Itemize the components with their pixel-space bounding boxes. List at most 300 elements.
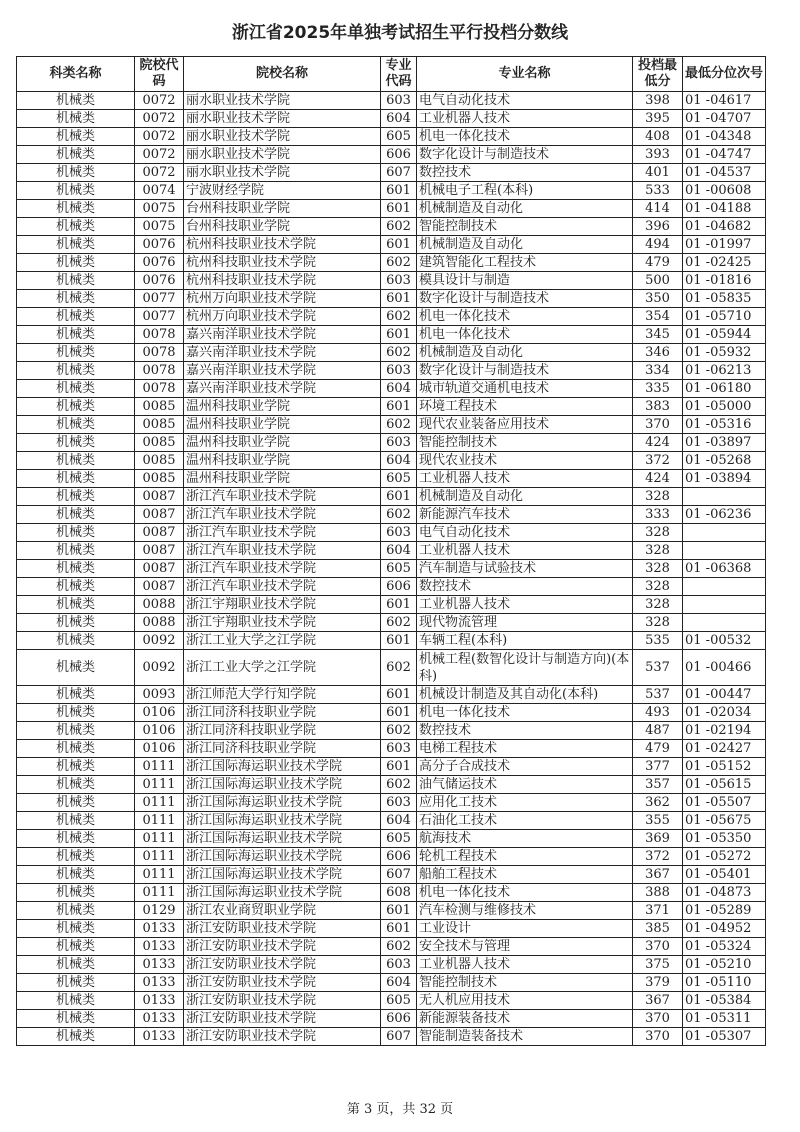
- cell-major-code: 607: [381, 866, 417, 884]
- cell-school-name: 杭州科技职业技术学院: [184, 254, 381, 272]
- cell-school-code: 0087: [135, 560, 184, 578]
- cell-category: 机械类: [17, 794, 135, 812]
- table-row: [17, 290, 766, 308]
- cell-school-code: 0133: [135, 1010, 184, 1028]
- cell-school-code: 0111: [135, 866, 184, 884]
- cell-min-rank: 01 -05401: [683, 866, 766, 884]
- table-row: [17, 596, 766, 614]
- header-category: 科类名称: [17, 57, 135, 92]
- cell-major-name: 机械工程(数智化设计与制造方向)(本科): [417, 650, 633, 686]
- cell-school-code: 0072: [135, 128, 184, 146]
- cell-min-rank: 01 -05350: [683, 830, 766, 848]
- cell-major-name: 现代农业装备应用技术: [417, 416, 633, 434]
- table-row: [17, 434, 766, 452]
- cell-major-code: 605: [381, 992, 417, 1010]
- table-row: [17, 470, 766, 488]
- cell-school-code: 0129: [135, 902, 184, 920]
- cell-major-name: 建筑智能化工程技术: [417, 254, 633, 272]
- cell-min-score: 494: [633, 236, 683, 254]
- cell-school-code: 0133: [135, 920, 184, 938]
- cell-major-code: 605: [381, 560, 417, 578]
- cell-min-rank: 01 -04537: [683, 164, 766, 182]
- cell-major-name: 机械制造及自动化: [417, 344, 633, 362]
- table-row: [17, 956, 766, 974]
- cell-min-rank: 01 -05000: [683, 398, 766, 416]
- cell-school-code: 0072: [135, 146, 184, 164]
- cell-major-code: 601: [381, 290, 417, 308]
- cell-school-code: 0078: [135, 326, 184, 344]
- cell-school-name: 丽水职业技术学院: [184, 110, 381, 128]
- cell-major-name: 无人机应用技术: [417, 992, 633, 1010]
- cell-min-rank: [683, 614, 766, 632]
- table-row: [17, 326, 766, 344]
- cell-school-code: 0075: [135, 200, 184, 218]
- cell-school-code: 0078: [135, 362, 184, 380]
- cell-min-score: 367: [633, 992, 683, 1010]
- cell-min-rank: [683, 524, 766, 542]
- cell-major-name: 机电一体化技术: [417, 884, 633, 902]
- header-school-name: 院校名称: [184, 57, 381, 92]
- cell-min-rank: 01 -05311: [683, 1010, 766, 1028]
- cell-school-code: 0075: [135, 218, 184, 236]
- cell-category: 机械类: [17, 398, 135, 416]
- table-row: [17, 722, 766, 740]
- cell-min-score: 369: [633, 830, 683, 848]
- cell-school-code: 0076: [135, 236, 184, 254]
- cell-major-name: 数控技术: [417, 722, 633, 740]
- cell-school-name: 浙江汽车职业技术学院: [184, 560, 381, 578]
- cell-min-score: 396: [633, 218, 683, 236]
- cell-school-name: 浙江汽车职业技术学院: [184, 542, 381, 560]
- cell-min-rank: 01 -03897: [683, 434, 766, 452]
- cell-school-name: 杭州万向职业技术学院: [184, 290, 381, 308]
- cell-school-code: 0088: [135, 614, 184, 632]
- cell-min-rank: 01 -03894: [683, 470, 766, 488]
- cell-major-name: 工业机器人技术: [417, 596, 633, 614]
- cell-category: 机械类: [17, 956, 135, 974]
- cell-school-name: 温州科技职业学院: [184, 452, 381, 470]
- cell-category: 机械类: [17, 362, 135, 380]
- cell-school-name: 浙江国际海运职业技术学院: [184, 776, 381, 794]
- cell-major-code: 601: [381, 236, 417, 254]
- cell-school-code: 0106: [135, 722, 184, 740]
- cell-major-name: 机电一体化技术: [417, 326, 633, 344]
- cell-school-name: 浙江安防职业技术学院: [184, 938, 381, 956]
- cell-school-name: 丽水职业技术学院: [184, 128, 381, 146]
- cell-major-code: 607: [381, 1028, 417, 1046]
- cell-major-name: 机电一体化技术: [417, 308, 633, 326]
- cell-school-code: 0133: [135, 956, 184, 974]
- cell-major-code: 604: [381, 812, 417, 830]
- cell-category: 机械类: [17, 560, 135, 578]
- cell-major-name: 智能控制技术: [417, 434, 633, 452]
- cell-category: 机械类: [17, 326, 135, 344]
- cell-min-score: 328: [633, 560, 683, 578]
- cell-school-code: 0085: [135, 452, 184, 470]
- cell-major-name: 机械设计制造及其自动化(本科): [417, 686, 633, 704]
- cell-category: 机械类: [17, 992, 135, 1010]
- cell-major-code: 601: [381, 398, 417, 416]
- cell-min-score: 493: [633, 704, 683, 722]
- table-row: [17, 884, 766, 902]
- table-row: [17, 272, 766, 290]
- cell-school-name: 杭州万向职业技术学院: [184, 308, 381, 326]
- cell-major-code: 602: [381, 308, 417, 326]
- cell-min-score: 424: [633, 470, 683, 488]
- cell-major-name: 现代物流管理: [417, 614, 633, 632]
- table-row: [17, 758, 766, 776]
- cell-school-name: 浙江师范大学行知学院: [184, 686, 381, 704]
- cell-major-code: 602: [381, 650, 417, 686]
- cell-school-code: 0087: [135, 524, 184, 542]
- cell-major-code: 602: [381, 344, 417, 362]
- cell-school-code: 0076: [135, 254, 184, 272]
- table-row: [17, 866, 766, 884]
- cell-min-score: 355: [633, 812, 683, 830]
- cell-school-name: 丽水职业技术学院: [184, 164, 381, 182]
- cell-category: 机械类: [17, 290, 135, 308]
- cell-school-code: 0111: [135, 848, 184, 866]
- cell-major-code: 603: [381, 524, 417, 542]
- cell-major-name: 新能源汽车技术: [417, 506, 633, 524]
- cell-major-name: 模具设计与制造: [417, 272, 633, 290]
- cell-major-name: 城市轨道交通机电技术: [417, 380, 633, 398]
- cell-major-name: 机电一体化技术: [417, 128, 633, 146]
- cell-min-score: 370: [633, 416, 683, 434]
- cell-min-score: 350: [633, 290, 683, 308]
- cell-school-code: 0093: [135, 686, 184, 704]
- cell-category: 机械类: [17, 578, 135, 596]
- cell-major-name: 工业机器人技术: [417, 470, 633, 488]
- cell-school-name: 嘉兴南洋职业技术学院: [184, 380, 381, 398]
- table-row: [17, 578, 766, 596]
- cell-major-name: 工业设计: [417, 920, 633, 938]
- cell-category: 机械类: [17, 830, 135, 848]
- cell-category: 机械类: [17, 470, 135, 488]
- table-row: [17, 614, 766, 632]
- cell-category: 机械类: [17, 110, 135, 128]
- cell-min-score: 335: [633, 380, 683, 398]
- cell-min-score: 537: [633, 650, 683, 686]
- cell-major-code: 602: [381, 506, 417, 524]
- cell-min-rank: 01 -05675: [683, 812, 766, 830]
- cell-min-rank: 01 -05944: [683, 326, 766, 344]
- cell-min-rank: 01 -04188: [683, 200, 766, 218]
- cell-min-rank: 01 -04952: [683, 920, 766, 938]
- cell-school-name: 温州科技职业学院: [184, 398, 381, 416]
- cell-min-rank: 01 -05932: [683, 344, 766, 362]
- cell-major-code: 605: [381, 128, 417, 146]
- cell-min-score: 537: [633, 686, 683, 704]
- cell-min-score: 328: [633, 578, 683, 596]
- cell-school-code: 0085: [135, 470, 184, 488]
- table-row: [17, 362, 766, 380]
- cell-min-score: 393: [633, 146, 683, 164]
- cell-major-name: 数控技术: [417, 164, 633, 182]
- cell-min-rank: [683, 542, 766, 560]
- table-row: [17, 776, 766, 794]
- table-row: [17, 92, 766, 110]
- cell-school-name: 温州科技职业学院: [184, 470, 381, 488]
- cell-category: 机械类: [17, 866, 135, 884]
- cell-major-name: 工业机器人技术: [417, 110, 633, 128]
- cell-major-code: 606: [381, 578, 417, 596]
- cell-major-code: 601: [381, 758, 417, 776]
- cell-school-name: 浙江国际海运职业技术学院: [184, 866, 381, 884]
- cell-min-rank: 01 -04873: [683, 884, 766, 902]
- cell-school-code: 0085: [135, 434, 184, 452]
- cell-major-code: 601: [381, 902, 417, 920]
- cell-school-name: 浙江安防职业技术学院: [184, 1010, 381, 1028]
- cell-major-code: 601: [381, 596, 417, 614]
- table-row: [17, 416, 766, 434]
- table-row: [17, 308, 766, 326]
- cell-min-rank: 01 -05316: [683, 416, 766, 434]
- cell-school-name: 浙江安防职业技术学院: [184, 956, 381, 974]
- cell-min-score: 367: [633, 866, 683, 884]
- cell-major-code: 602: [381, 776, 417, 794]
- cell-major-name: 船舶工程技术: [417, 866, 633, 884]
- cell-major-code: 608: [381, 884, 417, 902]
- table-row: [17, 560, 766, 578]
- cell-min-score: 328: [633, 614, 683, 632]
- cell-min-score: 334: [633, 362, 683, 380]
- table-row: [17, 164, 766, 182]
- cell-min-score: 395: [633, 110, 683, 128]
- cell-category: 机械类: [17, 254, 135, 272]
- cell-min-score: 479: [633, 254, 683, 272]
- header-min-score: 投档最低分: [633, 57, 683, 92]
- cell-major-code: 602: [381, 254, 417, 272]
- cell-school-code: 0133: [135, 1028, 184, 1046]
- cell-min-rank: 01 -04747: [683, 146, 766, 164]
- cell-school-name: 浙江工业大学之江学院: [184, 632, 381, 650]
- cell-min-score: 328: [633, 488, 683, 506]
- cell-major-name: 现代农业技术: [417, 452, 633, 470]
- cell-school-code: 0106: [135, 704, 184, 722]
- cell-major-code: 605: [381, 830, 417, 848]
- cell-school-code: 0072: [135, 110, 184, 128]
- header-min-rank: 最低分位次号: [683, 57, 766, 92]
- cell-school-code: 0087: [135, 506, 184, 524]
- cell-min-rank: 01 -04707: [683, 110, 766, 128]
- cell-min-rank: 01 -00608: [683, 182, 766, 200]
- cell-min-rank: [683, 596, 766, 614]
- cell-school-name: 丽水职业技术学院: [184, 92, 381, 110]
- cell-school-name: 台州科技职业学院: [184, 218, 381, 236]
- cell-category: 机械类: [17, 902, 135, 920]
- cell-school-name: 嘉兴南洋职业技术学院: [184, 362, 381, 380]
- cell-min-score: 372: [633, 452, 683, 470]
- table-row: [17, 830, 766, 848]
- cell-category: 机械类: [17, 308, 135, 326]
- cell-min-score: 383: [633, 398, 683, 416]
- cell-min-rank: 01 -01816: [683, 272, 766, 290]
- cell-category: 机械类: [17, 218, 135, 236]
- cell-min-rank: 01 -06236: [683, 506, 766, 524]
- cell-min-score: 372: [633, 848, 683, 866]
- cell-min-score: 346: [633, 344, 683, 362]
- table-row: [17, 686, 766, 704]
- cell-min-rank: 01 -00447: [683, 686, 766, 704]
- cell-min-score: 345: [633, 326, 683, 344]
- cell-school-name: 杭州科技职业技术学院: [184, 236, 381, 254]
- cell-min-rank: [683, 578, 766, 596]
- cell-major-code: 601: [381, 326, 417, 344]
- table-row: [17, 506, 766, 524]
- cell-min-score: 424: [633, 434, 683, 452]
- cell-school-code: 0111: [135, 830, 184, 848]
- cell-school-code: 0076: [135, 272, 184, 290]
- table-row: [17, 650, 766, 686]
- cell-min-rank: 01 -05289: [683, 902, 766, 920]
- cell-min-score: 370: [633, 1028, 683, 1046]
- cell-major-code: 602: [381, 938, 417, 956]
- cell-school-name: 温州科技职业学院: [184, 416, 381, 434]
- table-row: [17, 704, 766, 722]
- cell-min-rank: 01 -05268: [683, 452, 766, 470]
- cell-min-rank: 01 -05835: [683, 290, 766, 308]
- cell-min-score: 533: [633, 182, 683, 200]
- cell-category: 机械类: [17, 92, 135, 110]
- table-row: [17, 632, 766, 650]
- cell-min-rank: 01 -02194: [683, 722, 766, 740]
- cell-major-code: 607: [381, 164, 417, 182]
- cell-category: 机械类: [17, 200, 135, 218]
- cell-category: 机械类: [17, 164, 135, 182]
- cell-category: 机械类: [17, 920, 135, 938]
- cell-school-code: 0111: [135, 812, 184, 830]
- cell-category: 机械类: [17, 632, 135, 650]
- cell-min-rank: 01 -06368: [683, 560, 766, 578]
- cell-school-code: 0087: [135, 488, 184, 506]
- cell-school-name: 浙江安防职业技术学院: [184, 920, 381, 938]
- cell-category: 机械类: [17, 128, 135, 146]
- cell-major-name: 汽车检测与维修技术: [417, 902, 633, 920]
- cell-min-score: 370: [633, 938, 683, 956]
- cell-min-score: 535: [633, 632, 683, 650]
- cell-major-name: 车辆工程(本科): [417, 632, 633, 650]
- cell-category: 机械类: [17, 236, 135, 254]
- cell-school-name: 嘉兴南洋职业技术学院: [184, 344, 381, 362]
- cell-major-name: 数字化设计与制造技术: [417, 146, 633, 164]
- cell-min-rank: 01 -05210: [683, 956, 766, 974]
- cell-category: 机械类: [17, 542, 135, 560]
- cell-category: 机械类: [17, 1010, 135, 1028]
- cell-major-code: 602: [381, 416, 417, 434]
- table-row: [17, 236, 766, 254]
- cell-school-code: 0092: [135, 650, 184, 686]
- cell-major-name: 机械制造及自动化: [417, 200, 633, 218]
- cell-min-score: 408: [633, 128, 683, 146]
- cell-category: 机械类: [17, 452, 135, 470]
- cell-category: 机械类: [17, 272, 135, 290]
- table-row: [17, 218, 766, 236]
- cell-major-name: 数控技术: [417, 578, 633, 596]
- score-table: [16, 56, 766, 1046]
- cell-category: 机械类: [17, 704, 135, 722]
- cell-school-code: 0078: [135, 380, 184, 398]
- cell-min-score: 370: [633, 1010, 683, 1028]
- cell-school-code: 0074: [135, 182, 184, 200]
- cell-category: 机械类: [17, 722, 135, 740]
- cell-school-name: 浙江国际海运职业技术学院: [184, 794, 381, 812]
- cell-school-name: 温州科技职业学院: [184, 434, 381, 452]
- cell-category: 机械类: [17, 1028, 135, 1046]
- cell-min-score: 379: [633, 974, 683, 992]
- cell-min-score: 354: [633, 308, 683, 326]
- cell-category: 机械类: [17, 434, 135, 452]
- cell-min-score: 388: [633, 884, 683, 902]
- cell-major-code: 602: [381, 722, 417, 740]
- cell-major-name: 新能源装备技术: [417, 1010, 633, 1028]
- cell-school-name: 浙江安防职业技术学院: [184, 974, 381, 992]
- cell-min-score: 328: [633, 542, 683, 560]
- cell-major-code: 601: [381, 200, 417, 218]
- cell-school-code: 0106: [135, 740, 184, 758]
- cell-school-name: 浙江汽车职业技术学院: [184, 506, 381, 524]
- table-row: [17, 128, 766, 146]
- table-row: [17, 974, 766, 992]
- cell-major-code: 604: [381, 974, 417, 992]
- cell-school-name: 浙江同济科技职业学院: [184, 740, 381, 758]
- cell-school-name: 台州科技职业学院: [184, 200, 381, 218]
- table-row: [17, 1010, 766, 1028]
- cell-school-code: 0092: [135, 632, 184, 650]
- cell-category: 机械类: [17, 848, 135, 866]
- cell-min-score: 401: [633, 164, 683, 182]
- cell-school-name: 浙江同济科技职业学院: [184, 704, 381, 722]
- cell-major-code: 606: [381, 848, 417, 866]
- cell-school-name: 浙江同济科技职业学院: [184, 722, 381, 740]
- cell-min-score: 371: [633, 902, 683, 920]
- cell-major-code: 604: [381, 452, 417, 470]
- cell-school-code: 0087: [135, 542, 184, 560]
- cell-major-code: 604: [381, 380, 417, 398]
- table-header-row: [17, 57, 766, 92]
- cell-major-name: 高分子合成技术: [417, 758, 633, 776]
- header-major-code: 专业代码: [381, 57, 417, 92]
- cell-min-score: 479: [633, 740, 683, 758]
- table-row: [17, 398, 766, 416]
- cell-major-name: 机械电子工程(本科): [417, 182, 633, 200]
- table-row: [17, 344, 766, 362]
- cell-min-rank: 01 -05384: [683, 992, 766, 1010]
- cell-min-score: 414: [633, 200, 683, 218]
- cell-major-code: 603: [381, 434, 417, 452]
- table-row: [17, 146, 766, 164]
- cell-major-code: 605: [381, 470, 417, 488]
- cell-school-code: 0133: [135, 992, 184, 1010]
- cell-major-name: 电气自动化技术: [417, 92, 633, 110]
- cell-category: 机械类: [17, 596, 135, 614]
- cell-min-score: 357: [633, 776, 683, 794]
- cell-school-code: 0087: [135, 578, 184, 596]
- cell-min-score: 328: [633, 524, 683, 542]
- cell-major-name: 石油化工技术: [417, 812, 633, 830]
- cell-major-name: 机械制造及自动化: [417, 236, 633, 254]
- cell-min-score: 385: [633, 920, 683, 938]
- table-row: [17, 902, 766, 920]
- cell-school-name: 宁波财经学院: [184, 182, 381, 200]
- cell-major-code: 601: [381, 488, 417, 506]
- cell-min-rank: 01 -05152: [683, 758, 766, 776]
- table-row: [17, 812, 766, 830]
- cell-major-code: 603: [381, 92, 417, 110]
- cell-school-name: 浙江国际海运职业技术学院: [184, 758, 381, 776]
- cell-category: 机械类: [17, 758, 135, 776]
- cell-min-rank: [683, 488, 766, 506]
